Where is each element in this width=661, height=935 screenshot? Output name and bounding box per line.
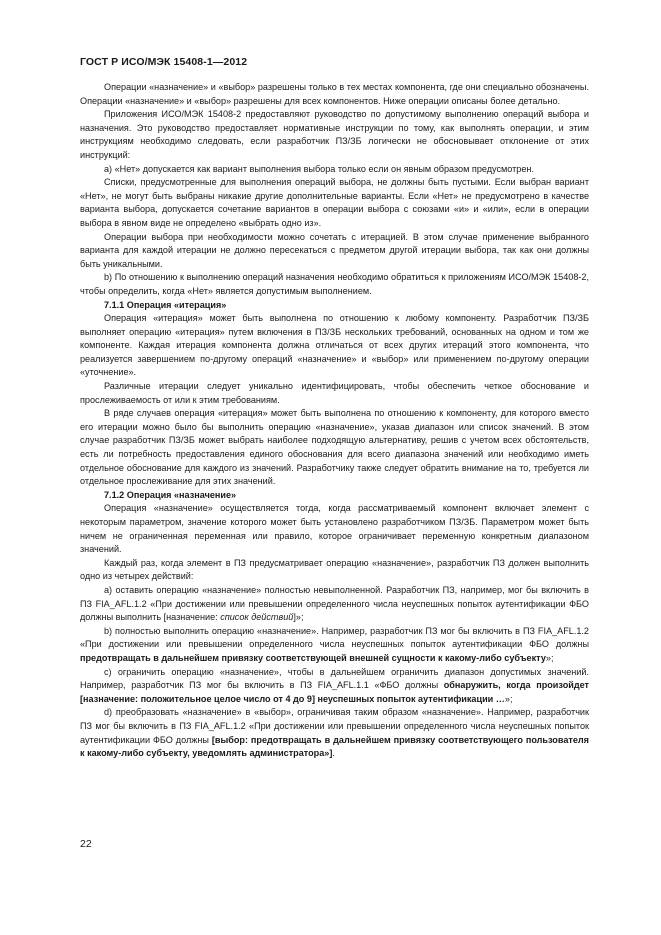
page-number: 22 bbox=[80, 838, 92, 850]
option-text: c) ограничить операцию «назначение», чтобы в дальнейшем ограничить диапазон допустимых значений. Например, разработчик ПЗ мог бы включить в ПЗ FIA_AFL.1.1 «ФБО должны bbox=[80, 666, 589, 691]
paragraph: Каждый раз, когда элемент в ПЗ предусматривает операцию «назначение», разработчик ПЗ должен выполнить одно из четырех действий: bbox=[80, 557, 589, 582]
assignment-option-a bbox=[80, 584, 589, 625]
option-bold: предотвращать в дальнейшем привязку соответствующей внешней сущности к какому-либо субъекту bbox=[80, 652, 546, 663]
option-bold: [выбор: предотвращать в дальнейшем привязку соответствующего пользователя к какому-либо субъекту, уведомлять администратора»] bbox=[80, 734, 589, 759]
option-end: »; bbox=[545, 652, 554, 663]
paragraph: Операции «назначение» и «выбор» разрешены только в тех местах компонента, где они специально обозначены. Операции «назначение» и «выбор» разрешены для всех компонентов. Ниже операции описаны более детально. bbox=[80, 82, 589, 106]
assignment-option-c bbox=[80, 666, 589, 707]
option-end: ]»; bbox=[293, 612, 304, 623]
list-item-a: a) «Нет» допускается как вариант выполнения выбора только если он явным образом предусмотрен. bbox=[104, 163, 534, 174]
section-heading-7-1-2: 7.1.2 Операция «назначение» bbox=[104, 489, 237, 500]
option-text: b) полностью выполнить операцию «назначение». Например, разработчик ПЗ мог бы включить в ПЗ FIA_AFL.1.2 «При достижении или превышении определенного числа неуспешных попыток аутентификации ФБО должны bbox=[80, 625, 589, 650]
assignment-option-b bbox=[80, 625, 589, 666]
paragraph: Операции выбора при необходимости можно сочетать с итерацией. В этом случае применение выбранного варианта для каждой итерации не должно пересекаться с предметом другой итерации выбора, так как они должны быть уникальными. bbox=[80, 231, 589, 269]
option-bold: обнаружить, когда произойдет [назначение: положительное целое число от 4 до 9] неуспешных попыток аутентификации … bbox=[80, 680, 589, 704]
paragraph: Различные итерации следует уникально идентифицировать, чтобы обеспечить четкое обоснование и прослеживаемость от или к этим требованиям. bbox=[80, 381, 589, 405]
paragraph: Операция «назначение» осуществляется тогда, когда рассматриваемый компонент включает элемент с некоторым параметром, значение которого может быть установлено разработчиком ПЗ/ЗБ. Параметром может быть ничем не ограниченная переменная или правило, которое ограничивает переменную конкретным диапазоном значений. bbox=[80, 503, 589, 555]
paragraph: Приложения ИСО/МЭК 15408-2 предоставляют руководство по допустимому выполнению операций выбора и назначения. Это руководство предоставляет нормативные инструкции по тому, как выполнять операции, и этим инструкциям необходимо следовать, если разработчик ПЗ/ЗБ логически не обосновывает отклонение от этих инструкций: bbox=[80, 109, 589, 160]
paragraph: Списки, предусмотренные для выполнения операций выбора, не должны быть пустыми. Если выбран вариант «Нет», не могут быть выбраны никакие другие дополнительные варианты. Если «Нет» не предусмотрено в качестве варианта выбора, допускается сочетание вариантов в операции выбора с союзами «и» и «или», если в операции выбора в явном виде не определено «выбрать одно из». bbox=[80, 177, 589, 228]
document-header: ГОСТ Р ИСО/МЭК 15408-1—2012 bbox=[80, 56, 248, 68]
option-text: а) оставить операцию «назначение» полностью невыполненной. Разработчик ПЗ, например, мог бы включить в ПЗ FIA_AFL.1.2 «При достижении или превышении определенного числа неуспешных попыток аутентификации ФБО должны выполнить [назначение: bbox=[80, 584, 589, 623]
paragraph: В ряде случаев операция «итерация» может быть выполнена по отношению к компоненту, для которого вместо его итерации можно было бы выполнить операцию «назначение», указав диапазон или список значений. В этом случае разработчик ПЗ/ЗБ может выбрать наиболее подходящую альтернативу, решив с учетом всех обстоятельств, есть ли потребность предоставления единого обоснования для всего диапазона значений или необходимо иметь отдельное обоснование для каждого из значений. Разработчику также следует обратить внимание на то, требуется ли отдельное прослеживание для этих значений. bbox=[80, 408, 589, 487]
section-heading-7-1-1: 7.1.1 Операция «итерация» bbox=[104, 299, 227, 310]
option-text: d) преобразовать «назначение» в «выбор», ограничивая таким образом «назначение». Например, разработчик ПЗ мог бы включить в ПЗ FIA_AFL.1.2 «При достижении или превышении определенного числа неуспешных попыток аутентификации ФБО должны bbox=[80, 707, 589, 745]
assignment-option-d bbox=[80, 706, 589, 760]
page-body bbox=[80, 81, 589, 761]
paragraph: Операция «итерация» может быть выполнена по отношению к любому компоненту. Разработчик ПЗ/ЗБ выполняет операцию «итерация» путем включения в ПЗ/ЗБ нескольких требований, основанных на одном и том же компоненте. Каждая итерация компонента должна отличаться от всех других итераций этого компонента, что реализуется завершением по-другому операций «назначение» и «выбор» или применением по-другому операции «уточнение». bbox=[80, 313, 589, 378]
option-italic: список действий bbox=[220, 612, 294, 623]
option-end: »; bbox=[504, 693, 513, 704]
option-end: . bbox=[332, 748, 335, 759]
list-item-b: b) По отношению к выполнению операций назначения необходимо обратиться к приложениям ИСО/МЭК 15408-2, чтобы определить, когда «Нет» является допустимым выполнением. bbox=[80, 272, 589, 296]
